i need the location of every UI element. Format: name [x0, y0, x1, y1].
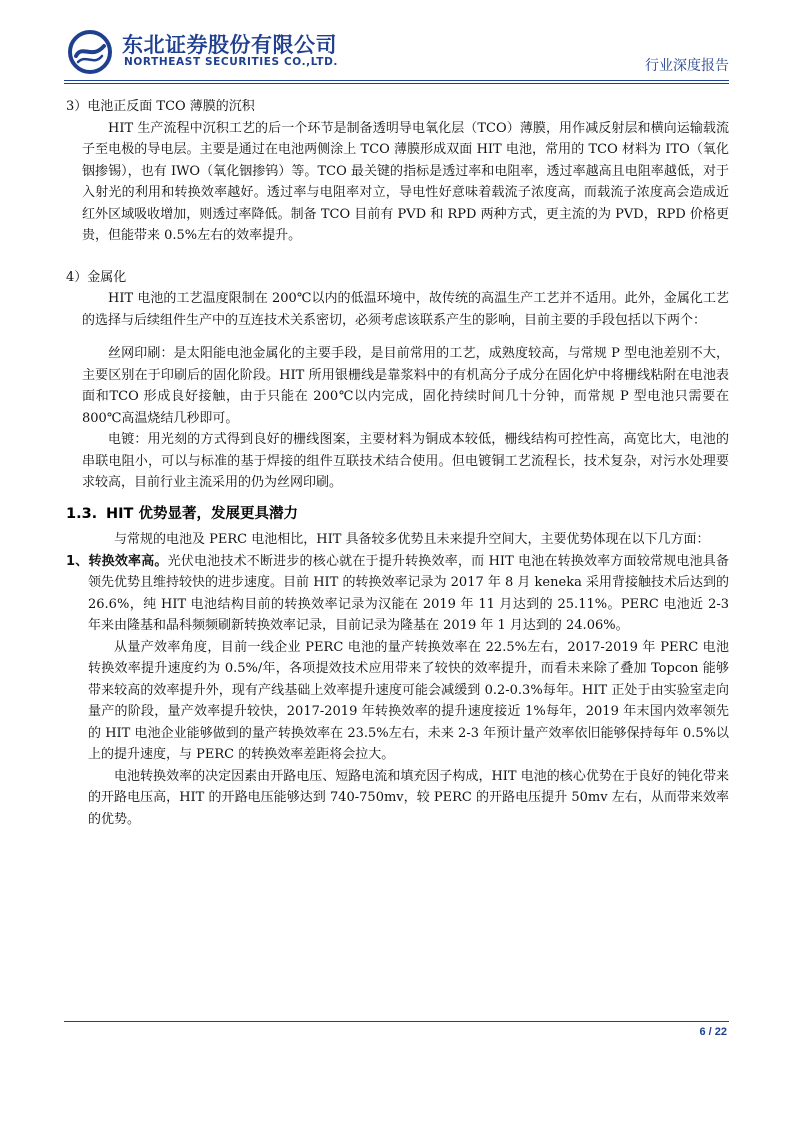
metallization-paragraph: HIT 电池的工艺温度限制在 200℃以内的低温环境中，故传统的高温生产工艺并不适用。此外，金属化工艺的选择与后续组件生产中的互连技术关系密切，必须考虑该联系产生的影响，目前主要的手段包括以下两个：	[82, 291, 729, 328]
page-body	[66, 96, 729, 830]
footer-divider	[64, 1021, 729, 1022]
company-name-en: NORTHEAST SECURITIES CO.,LTD.	[124, 56, 338, 68]
metallization-heading: 4）金属化	[66, 269, 127, 285]
company-logo-icon	[68, 30, 112, 74]
screen-printing-paragraph: 丝网印刷：是太阳能电池金属化的主要手段，是目前常用的工艺，成熟度较高，与常规 P 型电池差别不大，主要区别在于印刷后的固化阶段。HIT 所用银栅线是靠浆料中的有机高分子成分在固化炉中将栅线粘附在电池表面和TCO 形成良好接触，由于只能在 200℃以内完成，固化持续时间几十分钟，而常规 P 型电池只需要在 800℃高温烧结几秒即可。	[82, 346, 729, 426]
report-type-label: 行业深度报告	[645, 58, 729, 74]
page-header	[0, 0, 793, 86]
electroplating-paragraph: 电镀：用光刻的方式得到良好的栅线图案，主要材料为铜成本较低，栅线结构可控性高，高宽比大，电池的串联电阻小，可以与标准的基于焊接的组件互联技术结合使用。但电镀铜工艺流程长，技术复杂，对污水处理要求较高，目前行业主流采用的仍为丝网印刷。	[82, 432, 729, 490]
list-item-lead: 转换效率高。	[88, 553, 168, 569]
header-divider-thin	[64, 83, 729, 84]
section-intro: 与常规的电池及 PERC 电池相比，HIT 具备较多优势且未来提升空间大，主要优势体现在以下几方面：	[114, 532, 710, 547]
list-item-efficiency	[66, 551, 729, 637]
page-number: 6 / 22	[699, 1026, 727, 1038]
header-divider	[64, 80, 729, 81]
list-item-text: 光伏电池技术不断进步的核心就在于提升转换效率，而 HIT 电池在转换效率方面较常规电池具备领先优势且维持较快的进步速度。目前 HIT 的转换效率记录为 2017 年 8 月 keneka 采用背接触技术后达到的 26.6%，纯 HIT 电池结构目前的转换效率记录为汉能在 2019 年 11 月达到的 25.11%。PERC 电池近 2-3 年来由隆基和晶科频频刷新转换效率记录，目前记录为隆基在 2019 年 1 月达到的 24.06%。	[88, 553, 729, 633]
company-name-cn: 东北证券股份有限公司	[122, 33, 337, 57]
tco-paragraph: HIT 生产流程中沉积工艺的后一个环节是制备透明导电氧化层（TCO）薄膜，用作减反射层和横向运输载流子至电极的导电层。主要是通过在电池两侧涂上 TCO 薄膜形成双面 HIT 电池，常用的 TCO 材料为 ITO（氧化铟掺锡），也有 IWO（氧化铟掺钨）等。TCO 最关键的指标是透过率和电阻率，透过率越高且电阻率越低，对于入射光的利用和转换效率越好。透过率与电阻率对立，导电性好意味着载流子浓度高，而载流子浓度高会造成近红外区域吸收增加，则透过率降低。制备 TCO 目前有 PVD 和 RPD 两种方式，更主流的为 PVD，RPD 价格更贵，但能带来 0.5%左右的效率提升。	[82, 120, 729, 243]
section-number: 1.3.	[66, 505, 98, 522]
tco-heading: 3）电池正反面 TCO 薄膜的沉积	[66, 99, 255, 114]
open-voltage-paragraph: 电池转换效率的决定因素由开路电压、短路电流和填充因子构成，HIT 电池的核心优势在于良好的钝化带来的开路电压高，HIT 的开路电压能够达到 740-750mv，较 PERC 的开路电压提升 50mv 左右，从而带来效率的优势。	[88, 768, 729, 827]
list-item-number: 1、	[66, 553, 89, 569]
section-title-text: HIT 优势显著，发展更具潜力	[106, 505, 298, 522]
mass-production-paragraph: 从量产效率角度，目前一线企业 PERC 电池的量产转换效率在 22.5%左右，2017-2019 年 PERC 电池转换效率提升速度约为 0.5%/年，各项提效技术应用带来了较快的效率提升，而看未来除了叠加 Topcon 能够带来较高的效率提升外，现有产线基础上效率提升速度可能会减缓到 0.2-0.3%每年。HIT 正处于由实验室走向量产的阶段，量产效率提升较快，2017-2019 年转换效率的提升速度接近 1%每年，2019 年末国内效率领先的 HIT 电池企业能够做到的量产转换效率在 23.5%左右，未来 2-3 年预计量产效率依旧能够保持每年 0.5%以上的提升速度，与 PERC 的转换效率差距将会拉大。	[88, 639, 729, 762]
section-title	[66, 504, 729, 526]
